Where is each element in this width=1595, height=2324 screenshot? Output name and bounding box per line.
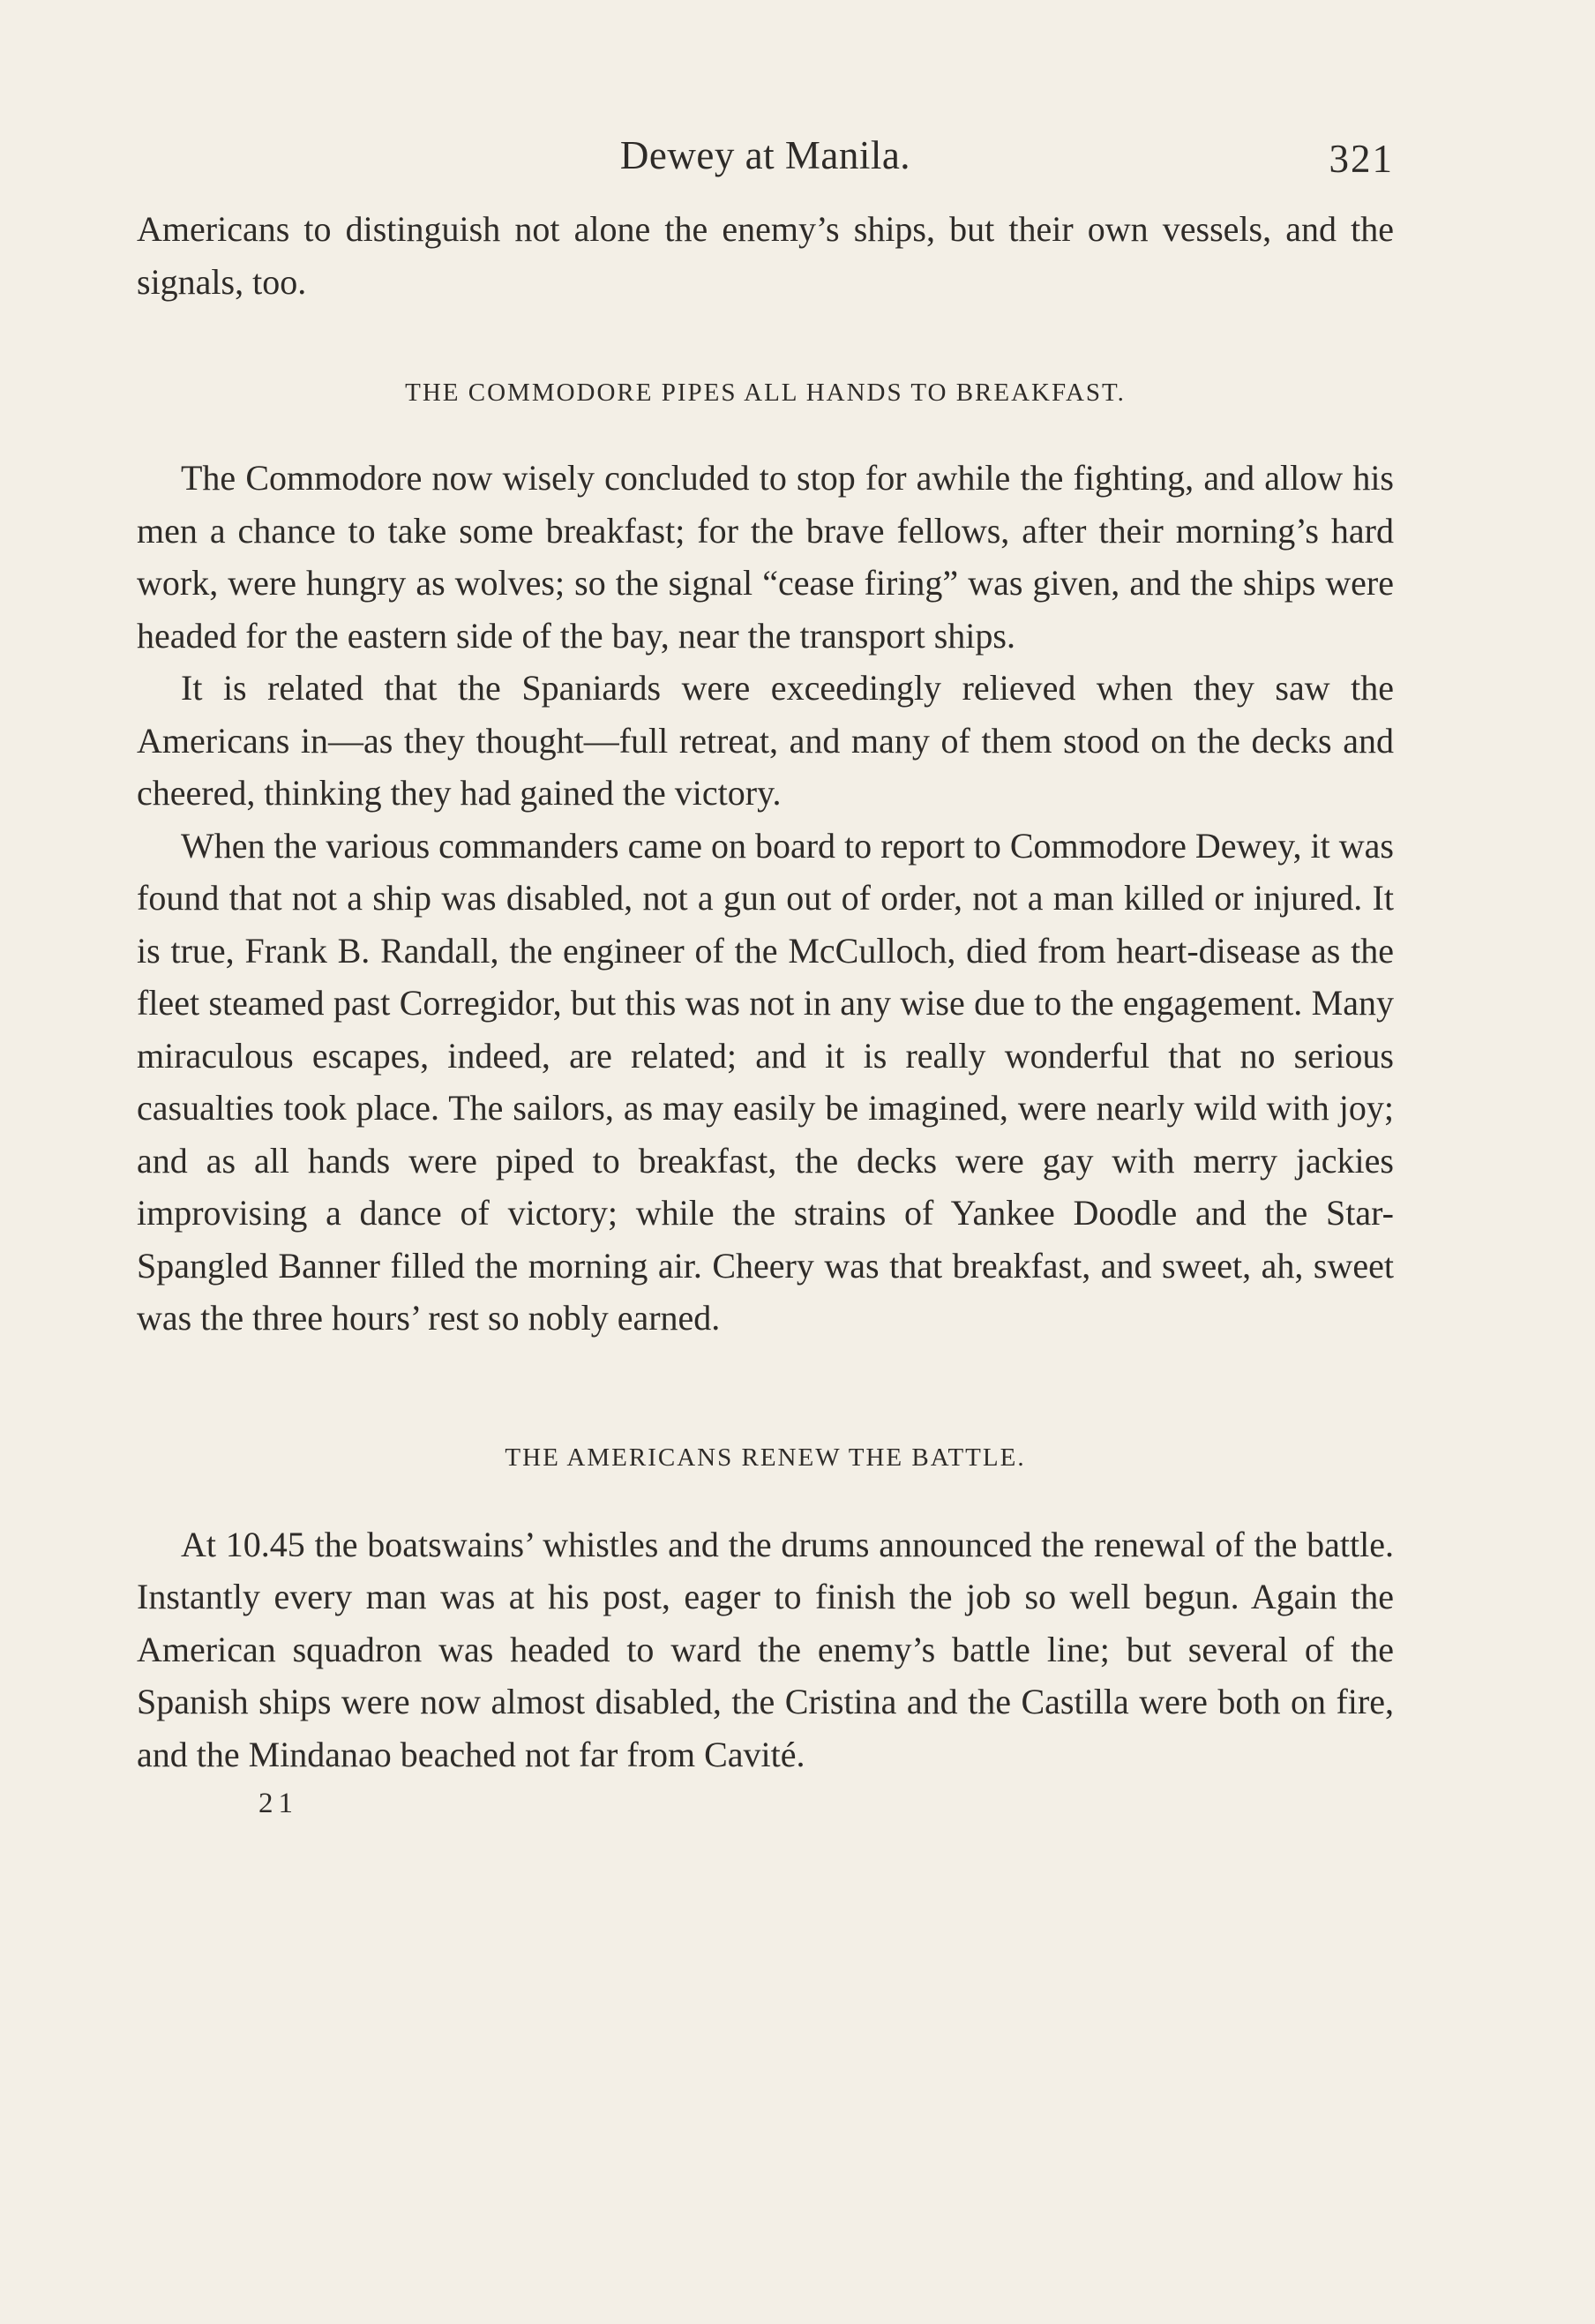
page-number: 321 [1329, 137, 1394, 181]
paragraph: At 10.45 the boatswains’ whistles and the drums announced the renewal of the battle. Instantly every man was at his post, eager to finish the job so well begun. Again the American squadron was headed to ward the enemy’s battle line; but several of the Spanish ships were now almost disabled, the Cristina and the Castilla were both on fire, and the Mindanao beached not far from Cavité. [137, 1524, 1394, 1774]
paragraph: It is related that the Spaniards were exceedingly relieved when they saw the Americans in—as they thought—full retreat, and many of them stood on the decks and cheered, thinking they had gained the victory. [137, 668, 1394, 813]
section-heading-breakfast: THE COMMODORE PIPES ALL HANDS TO BREAKFAST. [405, 379, 1126, 407]
opening-paragraph: Americans to distinguish not alone the enemy’s ships, but their own vessels, and the signals, too. [137, 209, 1394, 302]
signature-mark: 21 [258, 1788, 298, 1819]
book-page [137, 132, 1394, 1820]
paragraph: The Commodore now wisely concluded to stop for awhile the fighting, and allow his men a chance to take some breakfast; for the brave fellows, after their morning’s hard work, were hungry as wolves; so the signal “cease firing” was given, and the ships were headed for the eastern side of the bay, near the transport ships. [137, 458, 1394, 656]
paragraph: When the various commanders came on board to report to Commodore Dewey, it was found that not a ship was disabled, not a gun out of order, not a man killed or injured. It is true, Frank B. Randall, the engineer of the McCulloch, died from heart-disease as the fleet steamed past Corregidor, but this was not in any wise due to the engagement. Many miraculous escapes, indeed, are related; and it is really wonderful that no serious casualties took place. The sailors, as may easily be imagined, were nearly wild with joy; and as all hands were piped to breakfast, the decks were gay with merry jackies improvising a dance of victory; while the strains of Yankee Doodle and the Star-Spangled Banner filled the morning air. Cheery was that breakfast, and sweet, ah, sweet was the three hours’ rest so nobly earned. [137, 825, 1394, 1338]
running-title: Dewey at Manila. [619, 133, 911, 177]
section-heading-renew-battle: THE AMERICANS RENEW THE BATTLE. [505, 1443, 1026, 1472]
running-head [137, 132, 1394, 203]
